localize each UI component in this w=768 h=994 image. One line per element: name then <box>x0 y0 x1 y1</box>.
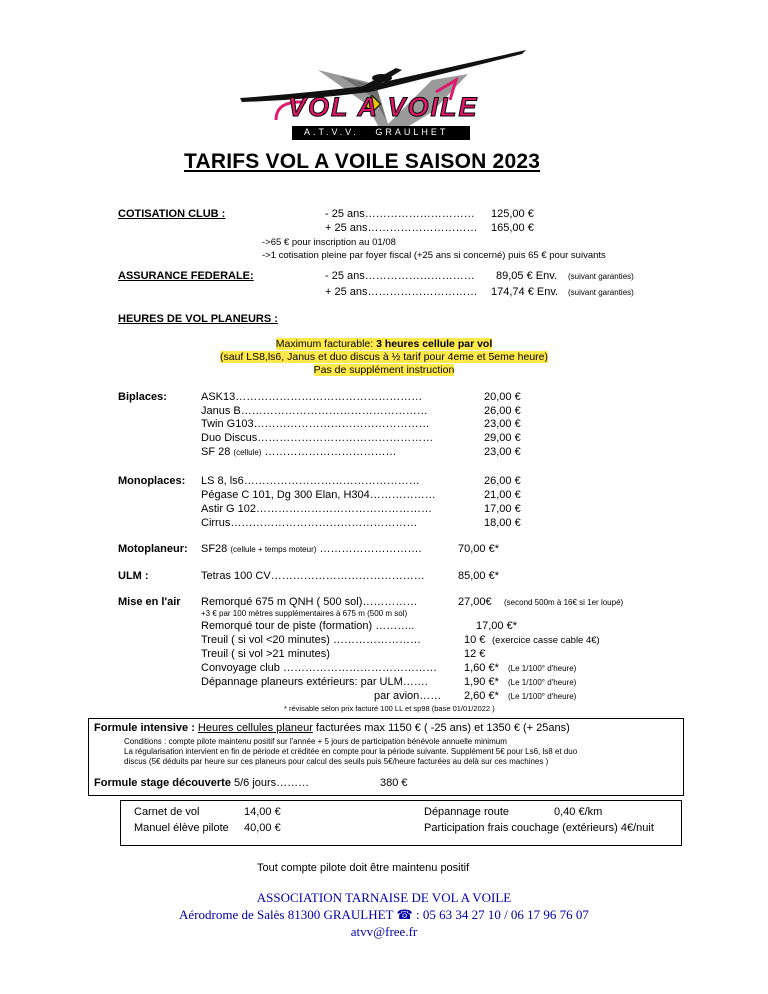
monoplace-name-3: Astir G 102………………………………………… <box>201 503 433 515</box>
page-title: TARIFS VOL A VOILE SAISON 2023 <box>184 150 541 173</box>
motoplaneur-name: SF28 <box>201 543 228 555</box>
biplaces-label: Biplaces: <box>118 391 167 403</box>
biplace-price-4: 29,00 € <box>484 432 521 444</box>
ulm-label: ULM : <box>118 570 149 582</box>
heures-label: HEURES DE VOL PLANEURS : <box>118 313 278 325</box>
biplace-price-2: 26,00 € <box>484 405 521 417</box>
motoplaneur-label: Motoplaneur: <box>118 543 188 555</box>
monoplace-name-1: LS 8, ls6………………………………………… <box>201 475 420 487</box>
cotisation-note-1: ->65 € pour inscription au 01/08 <box>262 237 396 248</box>
club-logo <box>236 40 526 144</box>
monoplace-name-4: Cirrus…………………………………………… <box>201 517 418 529</box>
mise-price-6: 1,90 €* <box>464 676 499 688</box>
mise-footnote: * révisable selon prix facturé 100 LL et sp98 (base 01/01/2022 ) <box>284 704 495 713</box>
mise-price-2: 17,00 €* <box>476 620 517 632</box>
mise-price-5: 1,60 €* <box>464 662 499 674</box>
biplace-name-2: Janus B…………………………………………… <box>201 405 428 417</box>
stage-text: 5/6 jours……… <box>230 777 310 789</box>
heures-note-3: Pas de supplément instruction <box>313 364 455 376</box>
mise-note-3: (exercice casse cable 4€) <box>492 635 600 646</box>
motoplaneur-dots: ………………………. <box>316 543 422 555</box>
mise-name-5: Convoyage club …………………………………… <box>201 662 437 674</box>
stage-price: 380 € <box>380 777 408 789</box>
ulm-price: 85,00 €* <box>458 570 499 582</box>
biplace-price-1: 20,00 € <box>484 391 521 403</box>
mise-r1-note: (second 500m à 16€ si 1er loupé) <box>504 598 624 607</box>
biplace-name-5: SF 28 <box>201 446 231 458</box>
intensive-cond-3: discus (5€ déduits par heure sur ces planeurs pour calcul des seuils puis 5€/heure facturées au delà sur ces machines ) <box>124 757 549 766</box>
footer-address: Aérodrome de Salès 81300 GRAULHET ☎ : 05 63 34 27 10 / 06 17 96 76 07 <box>179 907 589 922</box>
manuel-label: Manuel élève pilote <box>134 822 229 834</box>
footer-email[interactable]: atvv@free.fr <box>350 924 418 939</box>
heures-note-1 <box>0 338 768 350</box>
intensive-label: Formule intensive : <box>94 722 195 734</box>
motoplaneur-row <box>201 543 422 555</box>
monoplace-price-3: 17,00 € <box>484 503 521 515</box>
assurance-cat-1: - 25 ans………………………… <box>325 270 475 282</box>
mise-name-2: Remorqué tour de piste (formation) ……….. <box>201 620 415 632</box>
biplace-row-5 <box>201 446 397 458</box>
carnet-label: Carnet de vol <box>134 806 200 818</box>
intensive-text: facturées max 1150 € ( -25 ans) et 1350 € (+ 25ans) <box>312 722 570 734</box>
route-price: 0,40 €/km <box>554 806 603 818</box>
mise-price-3: 10 € <box>464 634 486 646</box>
assurance-price-2: 174,74 € Env. <box>491 286 559 298</box>
manuel-price: 40,00 € <box>244 822 281 834</box>
mise-name-4: Treuil ( si vol >21 minutes) <box>201 648 330 660</box>
ulm-name: Tetras 100 CV…………………………………… <box>201 570 425 582</box>
footer-assoc: ASSOCIATION TARNAISE DE VOL A VOILE <box>256 890 512 905</box>
biplace-name-4: Duo Discus………………………………………… <box>201 432 434 444</box>
heures-note-prefix: Maximum facturable: <box>275 338 377 350</box>
monoplace-price-2: 21,00 € <box>484 489 521 501</box>
stage-row <box>94 777 309 789</box>
assurance-label: ASSURANCE FEDERALE: <box>118 270 254 282</box>
intensive-cond-2: La régularisation intervient en fin de période et créditée en compte pour la période suivante. Supplément 5€ pour Ls6, ls8 et duo <box>124 747 578 756</box>
assurance-price-1: 89,05 € Env. <box>496 270 557 282</box>
biplace-price-5: 23,00 € <box>484 446 521 458</box>
motoplaneur-price: 70,00 €* <box>458 543 499 555</box>
heures-note-3-row <box>0 364 768 376</box>
heures-note-2-row <box>0 351 768 363</box>
mise-name-3: Treuil ( si vol <20 minutes) …………………… <box>201 634 421 646</box>
route-label: Dépannage route <box>424 806 510 818</box>
notice-text: Tout compte pilote doit être maintenu positif <box>257 862 470 874</box>
intensive-row <box>94 722 570 734</box>
assurance-cat-2: + 25 ans………………………… <box>325 286 478 298</box>
cotisation-price-1: 125,00 € <box>491 208 534 220</box>
mise-price-4: 12 € <box>464 648 486 660</box>
monoplace-name-2: Pégase C 101, Dg 300 Elan, H304……………… <box>201 489 436 501</box>
mise-r1-price: 27,00€ <box>458 596 492 608</box>
heures-note-2: (sauf LS8,ls6, Janus et duo discus à ½ tarif pour 4eme et 5eme heure) <box>219 351 549 363</box>
mise-note-6: (Le 1/100° d'heure) <box>508 678 577 687</box>
mise-name-7: par avion…… <box>374 690 442 702</box>
biplace-small-5: (cellule) <box>233 448 262 457</box>
mise-note-5: (Le 1/100° d'heure) <box>508 664 577 673</box>
biplace-name-1: ASK13…………………………………………… <box>201 391 423 403</box>
biplace-dots-5: ……………………………… <box>261 446 397 458</box>
motoplaneur-small: (cellule + temps moteur) <box>230 545 317 554</box>
assurance-note-1: (suivant garanties) <box>568 272 634 281</box>
mise-name-6: Dépannage planeurs extérieurs: par ULM……. <box>201 676 428 688</box>
heures-note-bold: 3 heures cellule par vol <box>376 338 493 350</box>
mise-price-7: 2,60 €* <box>464 690 499 702</box>
assurance-note-2: (suivant garanties) <box>568 288 634 297</box>
cotisation-label: COTISATION CLUB : <box>118 208 226 220</box>
biplace-name-3: Twin G103………………………………………… <box>201 418 430 430</box>
mise-r1-name: Remorqué 675 m QNH ( 500 sol)…………… <box>201 596 418 608</box>
monoplace-price-4: 18,00 € <box>484 517 521 529</box>
cotisation-price-2: 165,00 € <box>491 222 534 234</box>
logo-band-text: A.T.V.V. GRAULHET <box>304 127 449 137</box>
logo-text: VOL A VOILE <box>288 92 479 122</box>
intensive-cond-1: Conditions : compte pilote maintenu positif sur l'année + 5 jours de participation bénévole annuelle minimum <box>124 737 507 746</box>
mise-r1-subnote: +3 € par 100 mètres supplémentaires à 675 m (500 m sol) <box>201 609 408 618</box>
mise-note-7: (Le 1/100° d'heure) <box>508 692 577 701</box>
cotisation-cat-1: - 25 ans………………………… <box>325 208 475 220</box>
monoplaces-label: Monoplaces: <box>118 475 186 487</box>
biplace-price-3: 23,00 € <box>484 418 521 430</box>
couchage-label: Participation frais couchage (extérieurs) 4€/nuit <box>424 822 654 834</box>
carnet-price: 14,00 € <box>244 806 281 818</box>
monoplace-price-1: 26,00 € <box>484 475 521 487</box>
stage-label: Formule stage découverte <box>94 777 231 789</box>
cotisation-cat-2: + 25 ans………………………… <box>325 222 478 234</box>
intensive-link: Heures cellules planeur <box>197 722 313 734</box>
mise-label: Mise en l'air <box>118 596 181 608</box>
cotisation-note-2: ->1 cotisation pleine par foyer fiscal (+25 ans si concerné) puis 65 € pour suivants <box>262 250 606 261</box>
